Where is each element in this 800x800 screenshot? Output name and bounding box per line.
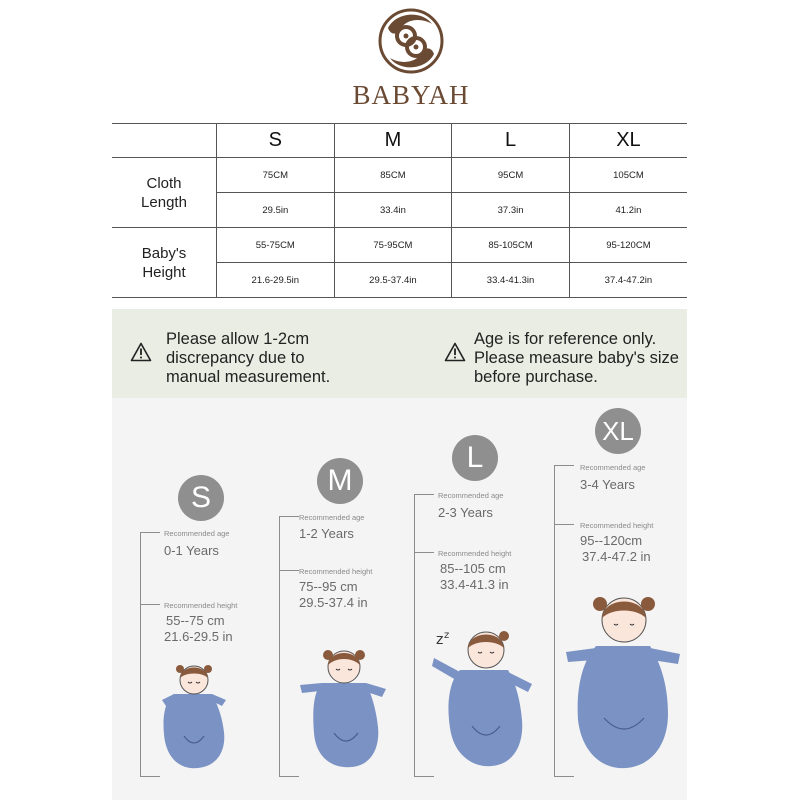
row-label-line: Length [141, 193, 187, 211]
age-caption: Recommended age [580, 463, 646, 472]
height-in-value: 21.6-29.5 in [164, 629, 233, 644]
notice-line: manual measurement. [166, 368, 331, 386]
row-label-line: Baby's [141, 244, 187, 262]
height-scale-line [414, 494, 415, 776]
scale-tick [554, 524, 574, 525]
scale-tick [140, 532, 160, 533]
table-cell: 41.2in [569, 193, 687, 228]
scale-tick [279, 570, 299, 571]
height-scale-line [554, 465, 555, 776]
scale-tick [279, 776, 299, 777]
age-caption: Recommended age [438, 491, 504, 500]
notice-line: Age is for reference only. [474, 330, 657, 348]
notice-line: before purchase. [474, 368, 598, 386]
table-cell: 75-95CM [334, 228, 452, 263]
baby-sleep-sack-illustration-l [432, 622, 536, 772]
table-cell: 37.4-47.2in [569, 263, 687, 298]
age-value: 0-1 Years [164, 543, 219, 558]
sleep-z-icon: z [436, 632, 444, 648]
baby-sleep-sack-illustration-xl [564, 588, 684, 774]
size-badge-m: M [317, 458, 363, 504]
table-cell: 75CM [217, 158, 335, 193]
size-badge-l: L [452, 435, 498, 481]
scale-tick [414, 776, 434, 777]
notice-line: Please allow 1-2cm [166, 330, 310, 348]
row-label-cloth-length [112, 158, 217, 228]
table-header-row [112, 124, 687, 158]
babyah-logo-icon [376, 6, 446, 76]
scale-tick [554, 465, 574, 466]
height-cm-value: 75--95 cm [299, 579, 358, 594]
scale-tick [414, 552, 434, 553]
height-cm-value: 55--75 cm [166, 613, 225, 628]
svg-text:z: z [444, 630, 450, 641]
height-scale-line [279, 516, 280, 776]
size-header-xl: XL [569, 124, 687, 158]
row-label-line: Cloth [146, 174, 182, 192]
table-cell: 85CM [334, 158, 452, 193]
notice-band [112, 309, 687, 398]
height-caption: Recommended height [580, 521, 654, 530]
table-cell: 33.4-41.3in [452, 263, 570, 298]
table-cell: 105CM [569, 158, 687, 193]
age-notice [444, 330, 684, 390]
scale-tick [554, 776, 574, 777]
size-illustration-panel [112, 398, 687, 800]
scale-tick [140, 604, 160, 605]
scale-tick [140, 776, 160, 777]
table-cell: 37.3in [452, 193, 570, 228]
baby-sleep-sack-illustration-m [296, 643, 392, 773]
measurement-notice [130, 330, 390, 390]
warning-triangle-icon [130, 342, 152, 362]
table-row [112, 228, 687, 263]
height-caption: Recommended height [299, 567, 373, 576]
table-cell: 95-120CM [569, 228, 687, 263]
baby-sleep-sack-illustration-s [160, 660, 230, 772]
row-label-baby-height [112, 228, 217, 298]
table-row [112, 158, 687, 193]
height-cm-value: 95--120cm [580, 533, 643, 548]
height-caption: Recommended height [438, 549, 512, 558]
size-header-s: S [217, 124, 335, 158]
notice-line: discrepancy due to [166, 349, 305, 367]
scale-tick [279, 516, 299, 517]
table-cell: 55-75CM [217, 228, 335, 263]
height-in-value: 29.5-37.4 in [299, 595, 368, 610]
scale-tick [414, 494, 434, 495]
table-cell: 29.5-37.4in [334, 263, 452, 298]
row-label-line: Height [142, 263, 186, 281]
table-cell: 29.5in [217, 193, 335, 228]
table-cell: 33.4in [334, 193, 452, 228]
table-cell: 85-105CM [452, 228, 570, 263]
size-badge-s: S [178, 475, 224, 521]
height-cm-value: 85--105 cm [440, 561, 506, 576]
warning-triangle-icon [444, 342, 466, 362]
height-caption: Recommended height [164, 601, 238, 610]
size-badge-xl: XL [595, 408, 641, 454]
height-in-value: 37.4-47.2 in [582, 549, 651, 564]
size-header-l: L [452, 124, 570, 158]
brand-logo [352, 6, 470, 110]
brand-name: BABYAH [352, 80, 470, 110]
age-value: 2-3 Years [438, 505, 493, 520]
table-cell: 21.6-29.5in [217, 263, 335, 298]
age-value: 3-4 Years [580, 477, 635, 492]
size-header-m: M [334, 124, 452, 158]
height-scale-line [140, 532, 141, 776]
age-caption: Recommended age [164, 529, 230, 538]
notice-line: Please measure baby's size [474, 349, 679, 367]
size-chart-table [112, 123, 687, 298]
age-caption: Recommended age [299, 513, 365, 522]
height-in-value: 33.4-41.3 in [440, 577, 509, 592]
table-corner-cell [112, 124, 217, 158]
table-cell: 95CM [452, 158, 570, 193]
age-value: 1-2 Years [299, 526, 354, 541]
